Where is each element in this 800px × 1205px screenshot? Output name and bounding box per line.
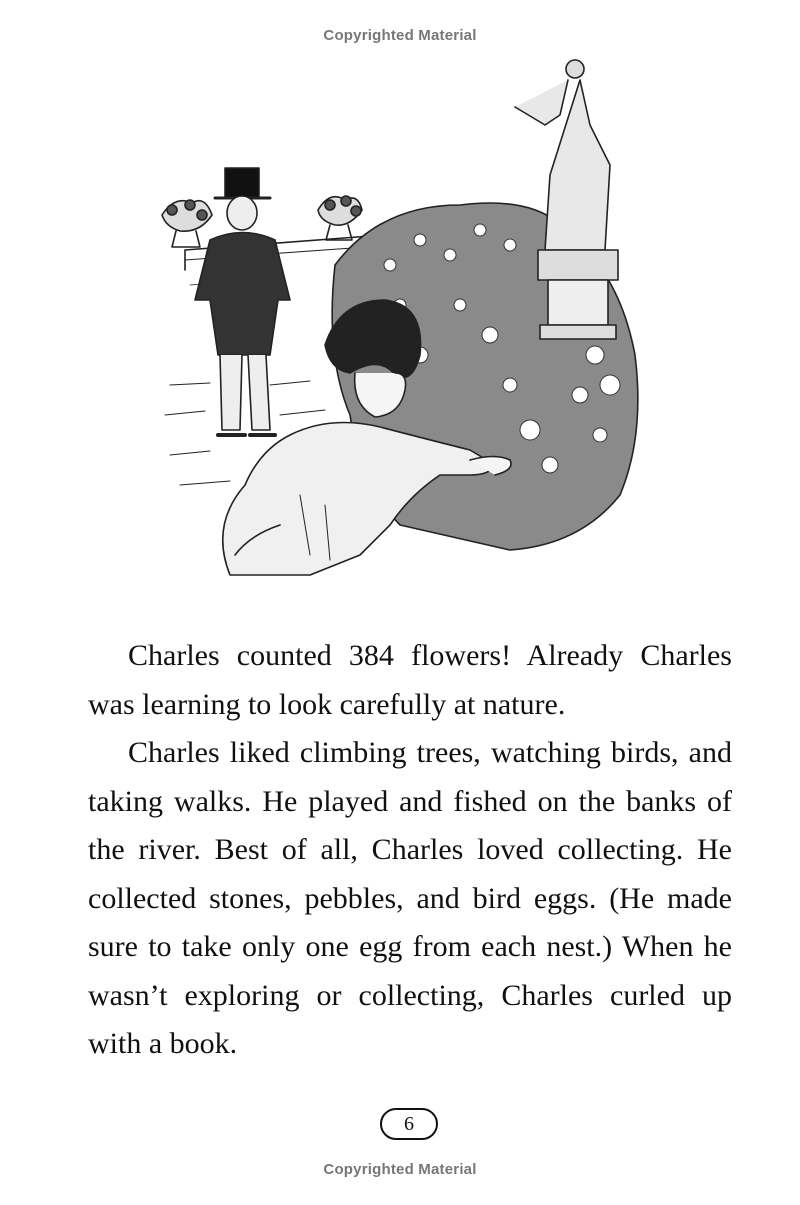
garden-scene-illustration [150,55,650,580]
garden-illustration [150,55,650,580]
copyright-watermark-bottom: Copyrighted Material [323,1161,477,1178]
copyright-watermark-top: Copyrighted Material [323,27,477,44]
paragraph-2: Charles liked climbing trees, watching birds, and taking walks. He played and fished on the banks of the river. Best of all, Charles loved collecting. He collected stones, pebbles, and bird eggs. (He made sure to take only one egg from each nest.) When he wasn’t exploring or collecting, Charles curled up with a book. [88,736,732,1060]
body-text [88,632,732,1069]
left-urn [162,200,212,247]
paragraph-1: Charles counted 384 flowers! Already Charles was learning to look carefully at nature. [88,639,732,721]
page-number: 6 [380,1108,438,1140]
right-urn [318,196,362,240]
